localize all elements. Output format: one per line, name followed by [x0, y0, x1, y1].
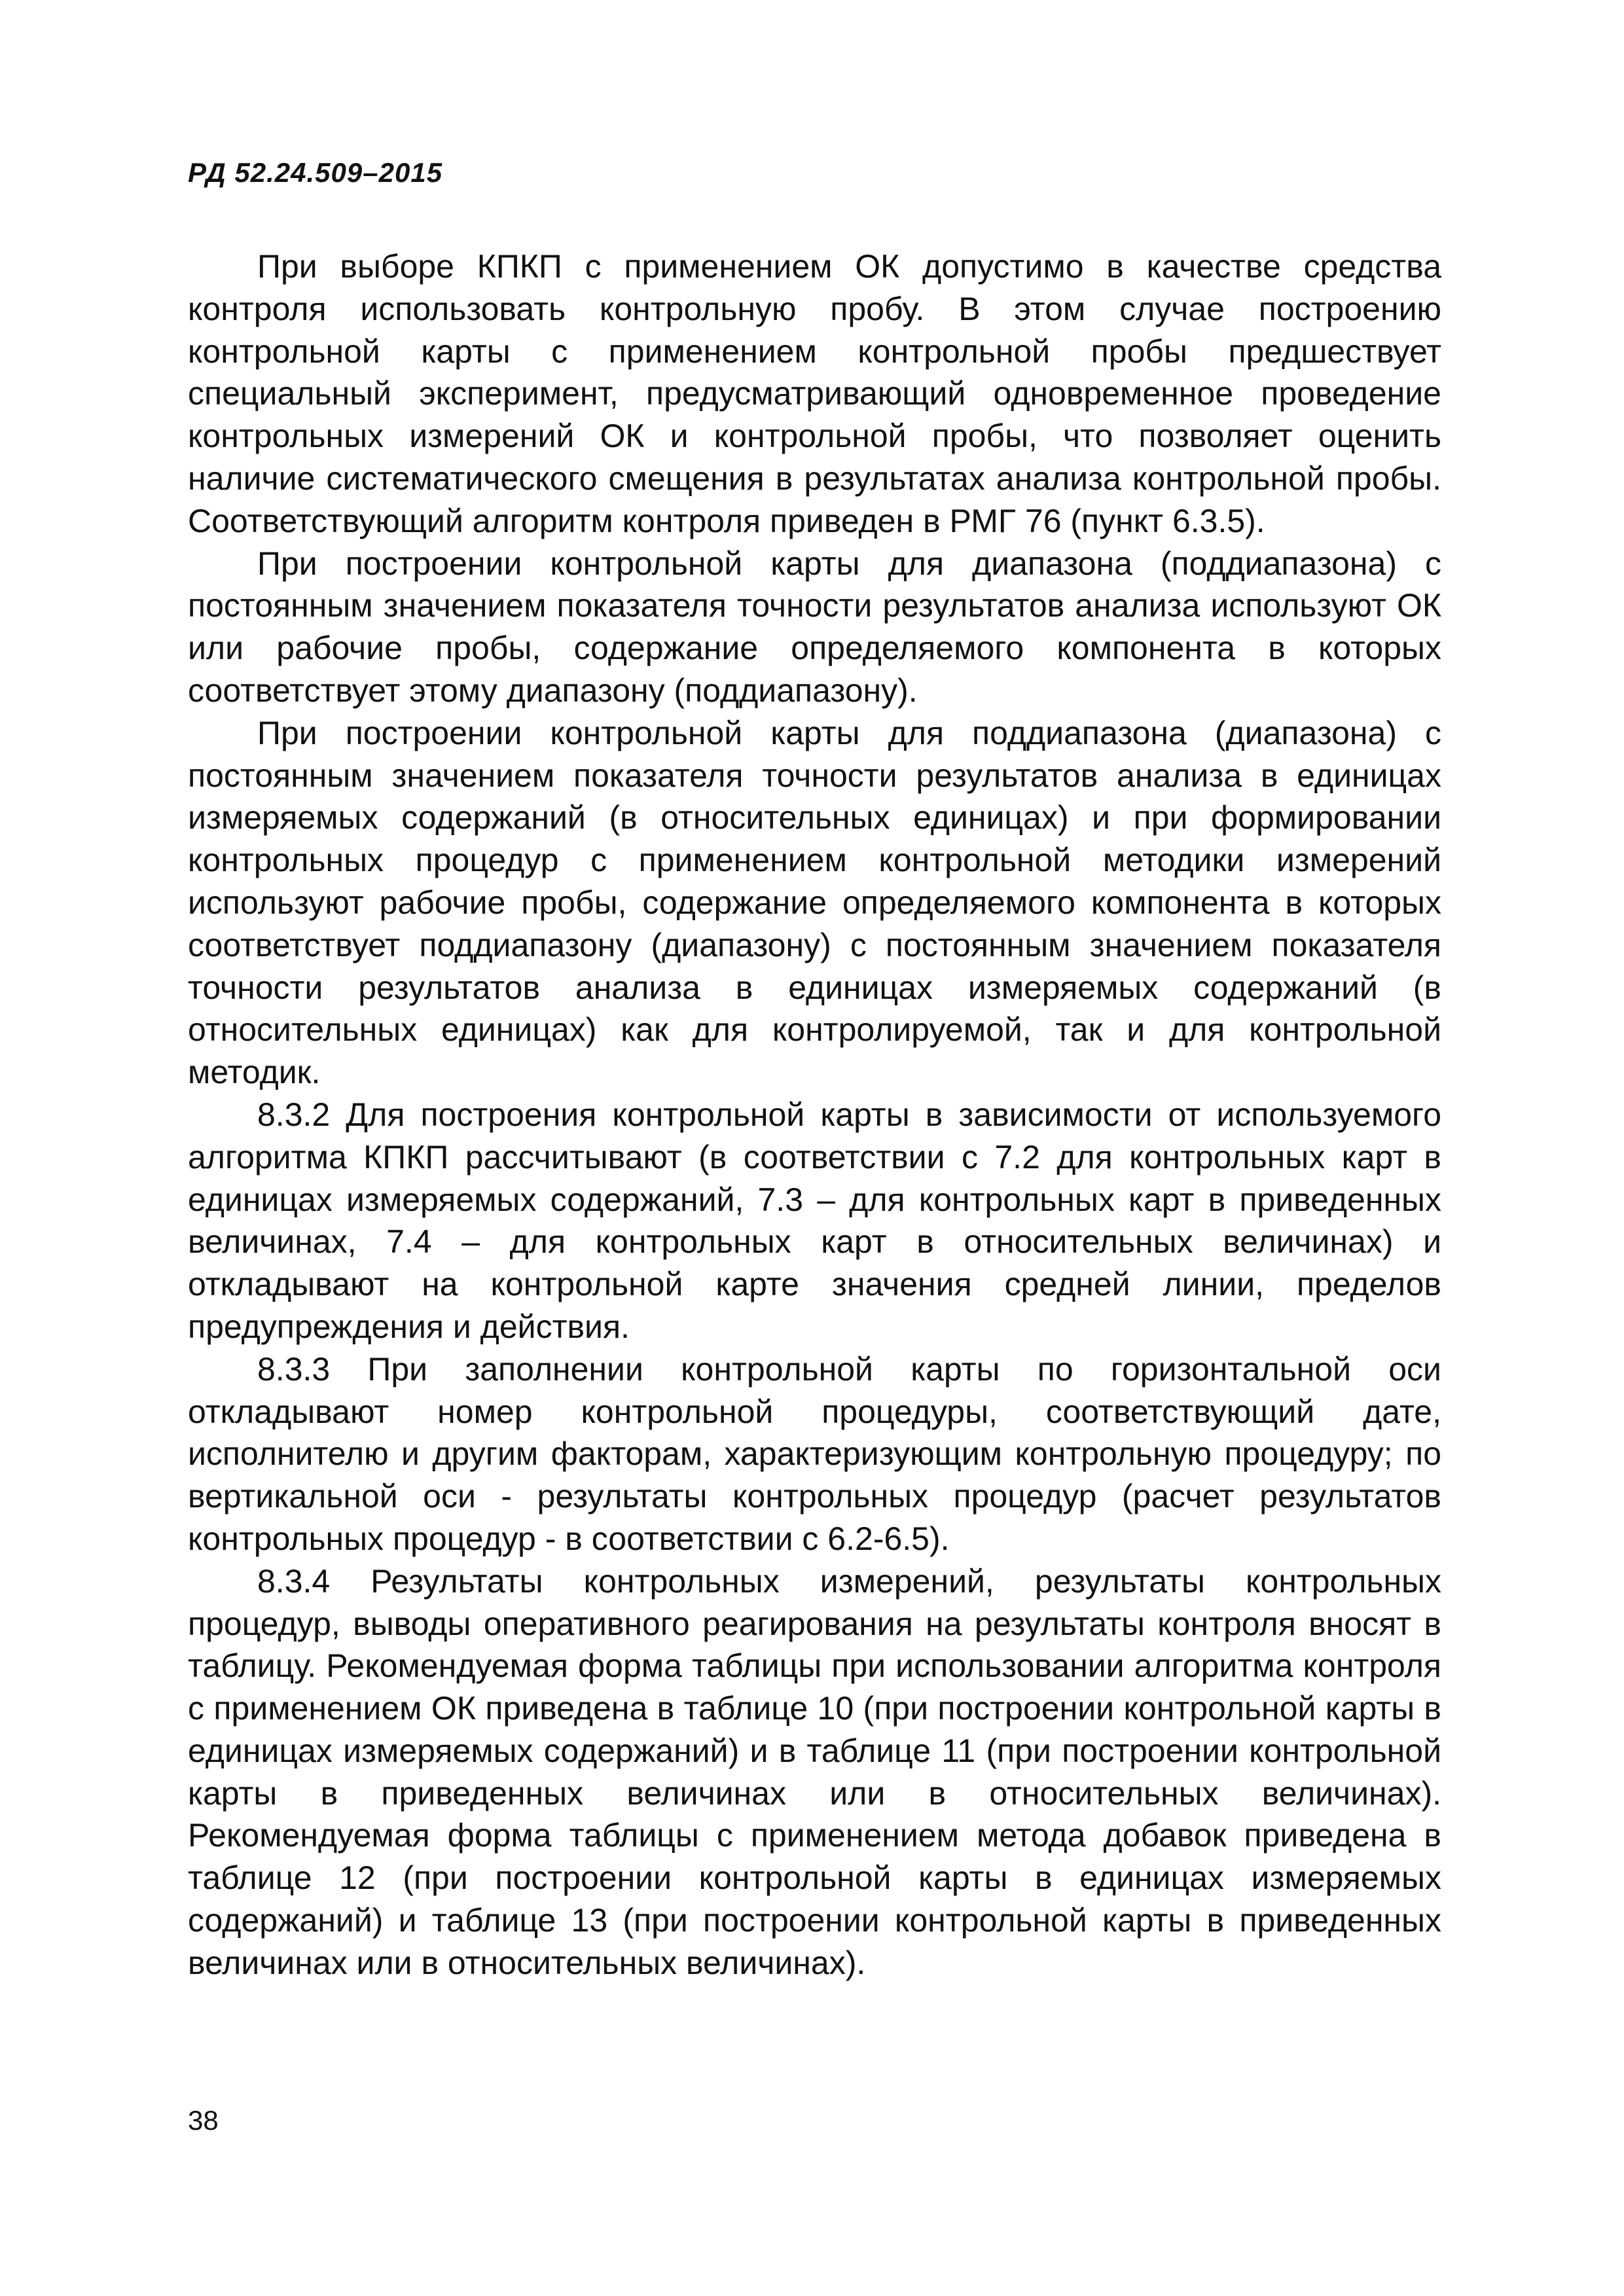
paragraph-range-constant: При построении контрольной карты для диапазона (поддиапазона) с постоянным значением показателя точности результатов анализа используют ОК или рабочие пробы, содержание определяемого компонента в которых соответствует этому диапазону (поддиапазону).	[188, 545, 1441, 709]
paragraph-8-3-3: 8.3.3 При заполнении контрольной карты по горизонтальной оси откладывают номер контрольной процедуры, соответствующий дате, исполнителю и другим факторам, характеризующим контрольную процедуру; по вертикальной оси - результаты контрольных процедур (расчет результатов контрольных процедур - в соответствии с 6.2-6.5).	[188, 1350, 1441, 1557]
paragraph-subrange-constant: При построении контрольной карты для поддиапазона (диапазона) с постоянным значением показателя точности результатов анализа в единицах измеряемых содержаний (в относительных единицах) и при формировании контрольных процедур с применением контрольной методики измерений используют рабочие пробы, содержание определяемого компонента в которых соответствует поддиапазону (диапазону) с постоянным значением показателя точности результатов анализа в единицах измеряемых содержаний (в относительных единицах) как для контролируемой, так и для контрольной методик.	[188, 714, 1441, 1091]
document-code-header: РД 52.24.509–2015	[188, 157, 443, 188]
paragraph-8-3-4: 8.3.4 Результаты контрольных измерений, результаты контрольных процедур, выводы оперативного реагирования на результаты контроля вносят в таблицу. Рекомендуемая форма таблицы при использовании алгоритма контроля с применением ОК приведена в таблице 10 (при построении контрольной карты в единицах измеряемых содержаний) и в таблице 11 (при построении контрольной карты в приведенных величинах или в относительных величинах). Рекомендуемая форма таблицы с применением метода добавок приведена в таблице 12 (при построении контрольной карты в единицах измеряемых содержаний) и таблице 13 (при построении контрольной карты в приведенных величинах или в относительных величинах).	[188, 1562, 1441, 1981]
paragraph-8-3-2: 8.3.2 Для построения контрольной карты в зависимости от используемого алгоритма КПКП рассчитывают (в соответствии с 7.2 для контрольных карт в единицах измеряемых содержаний, 7.3 – для контрольных карт в приведенных величинах, 7.4 – для контрольных карт в относительных величинах) и откладывают на контрольной карте значения средней линии, пределов предупреждения и действия.	[188, 1096, 1441, 1345]
page-number: 38	[188, 2105, 219, 2136]
paragraph-control-sample: При выборе КПКП с применением ОК допустимо в качестве средства контроля использовать контрольную пробу. В этом случае построению контрольной карты с применением контрольной пробы предшествует специальный эксперимент, предусматривающий одновременное проведение контрольных измерений ОК и контрольной пробы, что позволяет оценить наличие систематического смещения в результатах анализа контрольной пробы. Соответствующий алгоритм контроля приведен в РМГ 76 (пункт 6.3.5).	[188, 248, 1441, 539]
page-body	[188, 245, 1441, 1984]
